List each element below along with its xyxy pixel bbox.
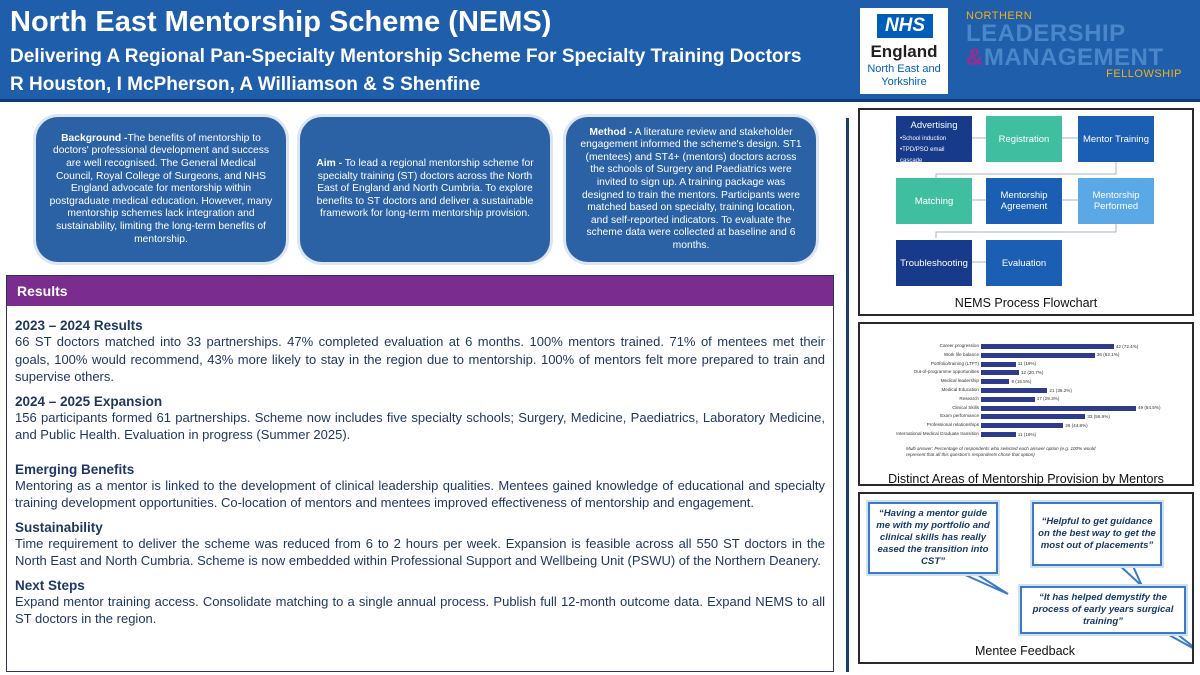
bar-label: Medical leadership (940, 378, 979, 384)
method-box (566, 117, 816, 262)
flow-advertising-label: Advertising (910, 120, 958, 131)
flow-registration: Registration (986, 116, 1062, 162)
flow-evaluation: Evaluation (986, 240, 1062, 286)
bar-label: Career progression (939, 343, 979, 348)
bar-value-label: 21 (36.2%) (1049, 387, 1072, 393)
bar-label: International Medical Graduate transition (896, 431, 979, 436)
bar-label: Research (959, 395, 979, 401)
background-box (36, 117, 286, 262)
feedback-quote-3: “It has helped demystify the process of early years surgical training” (1020, 586, 1186, 634)
results-heading: Results (7, 276, 833, 306)
results-body (7, 306, 833, 628)
flow-mentorship-agreement: Mentorship Agreement (986, 178, 1062, 224)
poster-authors: R Houston, I McPherson, A Williamson & S Shenfine (10, 74, 481, 95)
bar (981, 397, 1035, 402)
column-divider (846, 118, 849, 672)
bar-label: Medical Education (941, 387, 979, 392)
bar-label: Clinical Skills (952, 404, 979, 410)
section-title-sustainability: Sustainability (15, 519, 103, 535)
feedback-quote-1: “Having a mentor guide me with my portfolio and clinical skills has really eased the transition into CST” (868, 502, 998, 574)
method-text: A literature review and stakeholder engagement informed the scheme's design. ST1 (mentees) and ST4+ (mentors) doctors across the schools of Surgery and Paediatrics were invited to sign up. A training package was designed to train the mentors. Participants were matched based on specialty, training location, and self-reported indicators. To evaluate the scheme data were collected at baseline and 6 months. (580, 126, 802, 251)
flow-troubleshooting: Troubleshooting (896, 240, 972, 286)
nlm-line2-text: MANAGEMENT (983, 44, 1164, 71)
bar (981, 406, 1136, 411)
bar-label: Portfolio/training (LTFT) (930, 360, 979, 366)
bar-value-label: 11 (19%) (1017, 361, 1037, 367)
background-label: Background - (61, 132, 128, 144)
flowchart-panel (858, 108, 1194, 316)
bar (981, 388, 1047, 393)
bar-value-label: 42 (72.4%) (1115, 343, 1139, 349)
barchart-panel (858, 322, 1194, 486)
nhs-mark: NHS (877, 14, 933, 38)
bar (981, 353, 1095, 358)
mentorship-areas-chart (860, 338, 1192, 448)
poster-header (0, 0, 1200, 102)
nhs-region: North East and Yorkshire (867, 63, 941, 88)
flowchart-caption: NEMS Process Flowchart (954, 296, 1098, 310)
barchart-caption: Distinct Areas of Mentorship Provision by Mentors (888, 472, 1164, 486)
nlm-top-text: NORTHERN (966, 10, 1033, 22)
flow-mentorship-performed: Mentorship Performed (1078, 178, 1154, 224)
section-text-2024: 156 participants formed 61 partnerships. Scheme now includes five specialty schools; Surgery, Medicine, Paediatrics, Laboratory Medicine, and Public Health. Evaluation in progress (Summer 2025). (15, 409, 825, 442)
bar-label: Professional relationships (926, 422, 979, 428)
nlm-bottom-text: FELLOWSHIP (1106, 68, 1182, 80)
nlm-line1: LEADERSHIP (966, 20, 1126, 47)
flow-advertising-bullet2: •TPD/PSO email cascade (900, 147, 945, 164)
bar-value-label: 17 (29.3%) (1036, 396, 1060, 402)
bar (981, 432, 1016, 437)
aim-text: To lead a regional mentorship scheme for specialty training (ST) doctors across the North East of England and North Cumbria. To explore benefits to ST doctors and deliver a sustainable framework for long-term mentorship provision. (316, 158, 534, 220)
bar (981, 423, 1063, 428)
flow-advertising-bullet1: •School induction (900, 136, 947, 142)
section-text-sustainability: Time requirement to deliver the scheme was reduced from 6 to 2 hours per week. Expansion is feasible across all 550 ST doctors in the North East and North Cumbria. Scheme is now embedded within Professional Support and Wellbeing Unit (PSWU) of the Northern Deanery. (15, 535, 825, 568)
bar-value-label: 26 (44.8%) (1065, 422, 1088, 428)
bar-value-label: 12 (20.7%) (1020, 369, 1044, 375)
nlm-fellowship-logo (962, 6, 1192, 96)
bar-label: Out-of-programme opportunities (913, 369, 979, 375)
bar-label: Work life balance (943, 351, 979, 357)
bar (981, 362, 1016, 367)
section-text-2023: 66 ST doctors matched into 33 partnerships. 47% completed evaluation at 6 months. 100% mentors trained. 71% of mentees met their goals, 100% would recommend, 43% more likely to stay in the region due to mentorship. 100% of mentors felt more prepared to train and supervise others. (15, 334, 825, 384)
feedback-quote-2: “Helpful to get guidance on the best way to get the most out of placements” (1032, 502, 1162, 566)
section-text-benefits: Mentoring as a mentor is linked to the development of clinical leadership qualities. Mentees gained knowledge of educational and specialty training development opportunities. Co-location of mentors and mentees improved effectiveness of mentorship and engagement. (15, 477, 825, 510)
bar-value-label: 49 (84.5%) (1138, 405, 1161, 411)
section-title-next-steps: Next Steps (15, 577, 85, 593)
results-panel (6, 275, 834, 672)
nlm-ampersand: & (966, 44, 984, 71)
feedback-panel (858, 492, 1194, 664)
bar-value-label: 9 (15.5%) (1011, 378, 1032, 384)
flow-advertising (896, 116, 972, 162)
bar (981, 344, 1114, 349)
section-text-next-steps: Expand mentor training access. Consolidate matching to a single annual process. Publish full 12-month outcome data. Expand NEMS to all ST doctors in the region. (15, 593, 825, 626)
bar (981, 370, 1019, 375)
bar-label: Exam performance (940, 413, 979, 419)
background-text: The benefits of mentorship to doctors' professional development and success are well recognised. The General Medical Council, Royal College of Surgeons, and NHS England advocate for mentorship within postgraduate medical education. However, many mentorship schemes lack integration and sustainability, limiting the long-term benefits of mentorship. (49, 132, 273, 245)
flow-mentor-training: Mentor Training (1078, 116, 1154, 162)
barchart-note: Multi answer: Percentage of respondents who selected each answer option (e.g. 100% would represent that all this question's respondents chose that option) (906, 446, 1096, 457)
section-title-benefits: Emerging Benefits (15, 461, 135, 477)
aim-box (300, 117, 550, 262)
method-label: Method - (589, 126, 633, 138)
bar (981, 379, 1009, 384)
feedback-caption: Mentee Feedback (974, 644, 1076, 658)
poster-subtitle: Delivering A Regional Pan-Specialty Mentorship Scheme For Specialty Training Doctors (10, 46, 802, 67)
section-title-2023: 2023 – 2024 Results (15, 318, 143, 333)
poster-title: North East Mentorship Scheme (NEMS) (10, 6, 552, 38)
bar-value-label: 11 (19%) (1017, 431, 1037, 437)
bar (981, 414, 1085, 419)
aim-label: Aim - (316, 158, 343, 170)
nhs-country: England (870, 42, 938, 61)
flow-matching: Matching (896, 178, 972, 224)
bar-value-label: 33 (56.9%) (1087, 413, 1110, 419)
bar-value-label: 36 (62.1%) (1096, 352, 1120, 358)
section-title-2024: 2024 – 2025 Expansion (15, 393, 163, 409)
nhs-england-logo (860, 8, 948, 94)
